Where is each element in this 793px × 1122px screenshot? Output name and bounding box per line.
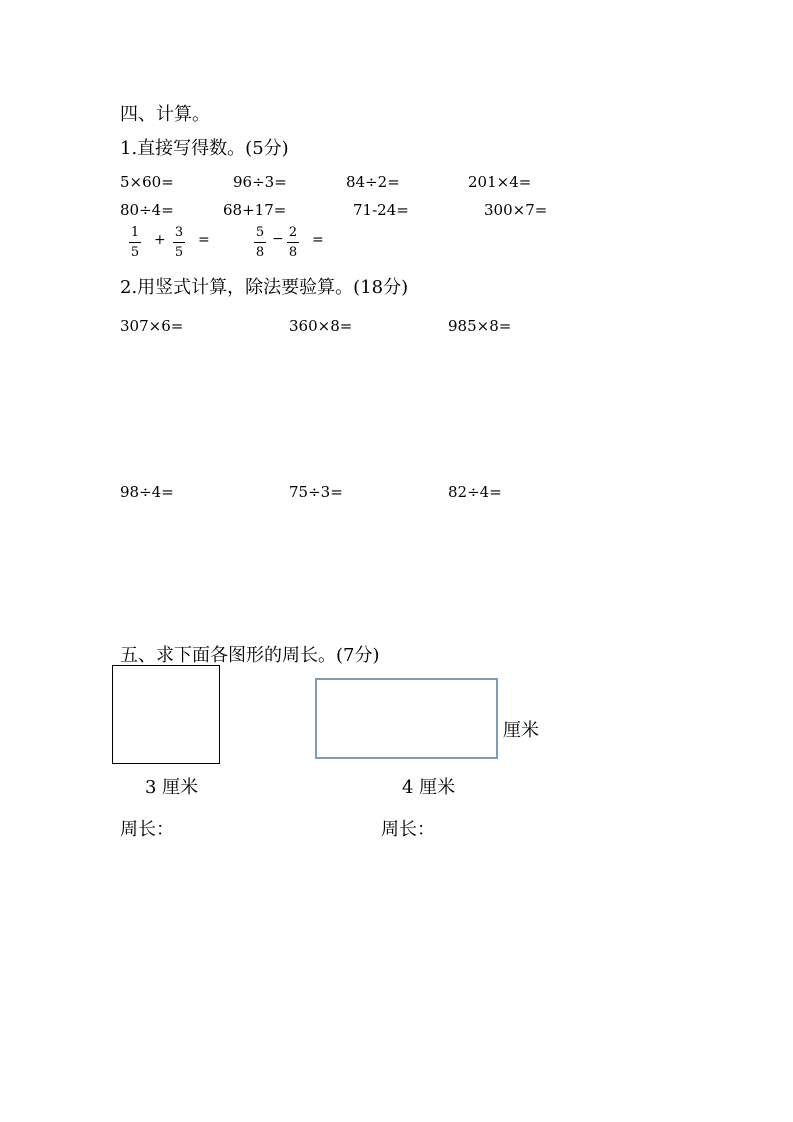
- fraction-bar: [173, 242, 185, 243]
- q1-row1-item3: 84÷2=: [346, 173, 400, 191]
- rectangle-bottom-label: 4 厘米: [402, 777, 456, 798]
- perimeter-label-square: 周长：: [120, 819, 174, 840]
- section5-title: 五、求下面各图形的周长。(7分): [120, 645, 380, 666]
- fraction-bar: [129, 242, 141, 243]
- square-side-label: 3 厘米: [145, 777, 199, 798]
- fraction-numerator: 5: [255, 225, 265, 240]
- fraction-5-8: [254, 226, 266, 260]
- fraction-2-8: [287, 226, 299, 260]
- square-figure: [112, 665, 220, 764]
- q2-row1-item3: 985×8=: [448, 317, 512, 335]
- q2-row1-item1: 307×6=: [120, 317, 184, 335]
- fraction-1-5: [129, 226, 141, 260]
- q2-title: 2.用竖式计算，除法要验算。(18分): [120, 277, 409, 298]
- rectangle-side-label: 厘米: [503, 720, 539, 741]
- perimeter-label-rectangle: 周长：: [381, 819, 435, 840]
- q1-row2-item4: 300×7=: [484, 201, 548, 219]
- q1-title: 1.直接写得数。(5分): [120, 138, 289, 159]
- plus-operator: +: [154, 232, 166, 248]
- rectangle-figure: [315, 678, 498, 759]
- equals-sign: =: [312, 232, 324, 248]
- fraction-denominator: 8: [255, 245, 265, 260]
- fraction-numerator: 3: [174, 225, 184, 240]
- fraction-bar: [254, 242, 266, 243]
- q1-row2-item3: 71-24=: [353, 201, 409, 219]
- q1-row1-item4: 201×4=: [468, 173, 532, 191]
- fraction-bar: [287, 242, 299, 243]
- fraction-denominator: 5: [130, 245, 140, 260]
- q1-row2-item1: 80÷4=: [120, 201, 174, 219]
- fraction-denominator: 5: [174, 245, 184, 260]
- q1-row1-item2: 96÷3=: [233, 173, 287, 191]
- q2-row1-item2: 360×8=: [289, 317, 353, 335]
- q1-row1-item1: 5×60=: [120, 173, 174, 191]
- minus-operator: −: [272, 231, 284, 247]
- section4-title: 四、计算。: [120, 104, 210, 125]
- fraction-denominator: 8: [288, 245, 298, 260]
- q2-row2-item1: 98÷4=: [120, 483, 174, 501]
- q2-row2-item2: 75÷3=: [289, 483, 343, 501]
- fraction-3-5: [173, 226, 185, 260]
- q1-row2-item2: 68+17=: [223, 201, 287, 219]
- q2-row2-item3: 82÷4=: [448, 483, 502, 501]
- fraction-numerator: 2: [288, 225, 298, 240]
- equals-sign: =: [198, 232, 210, 248]
- fraction-numerator: 1: [130, 225, 140, 240]
